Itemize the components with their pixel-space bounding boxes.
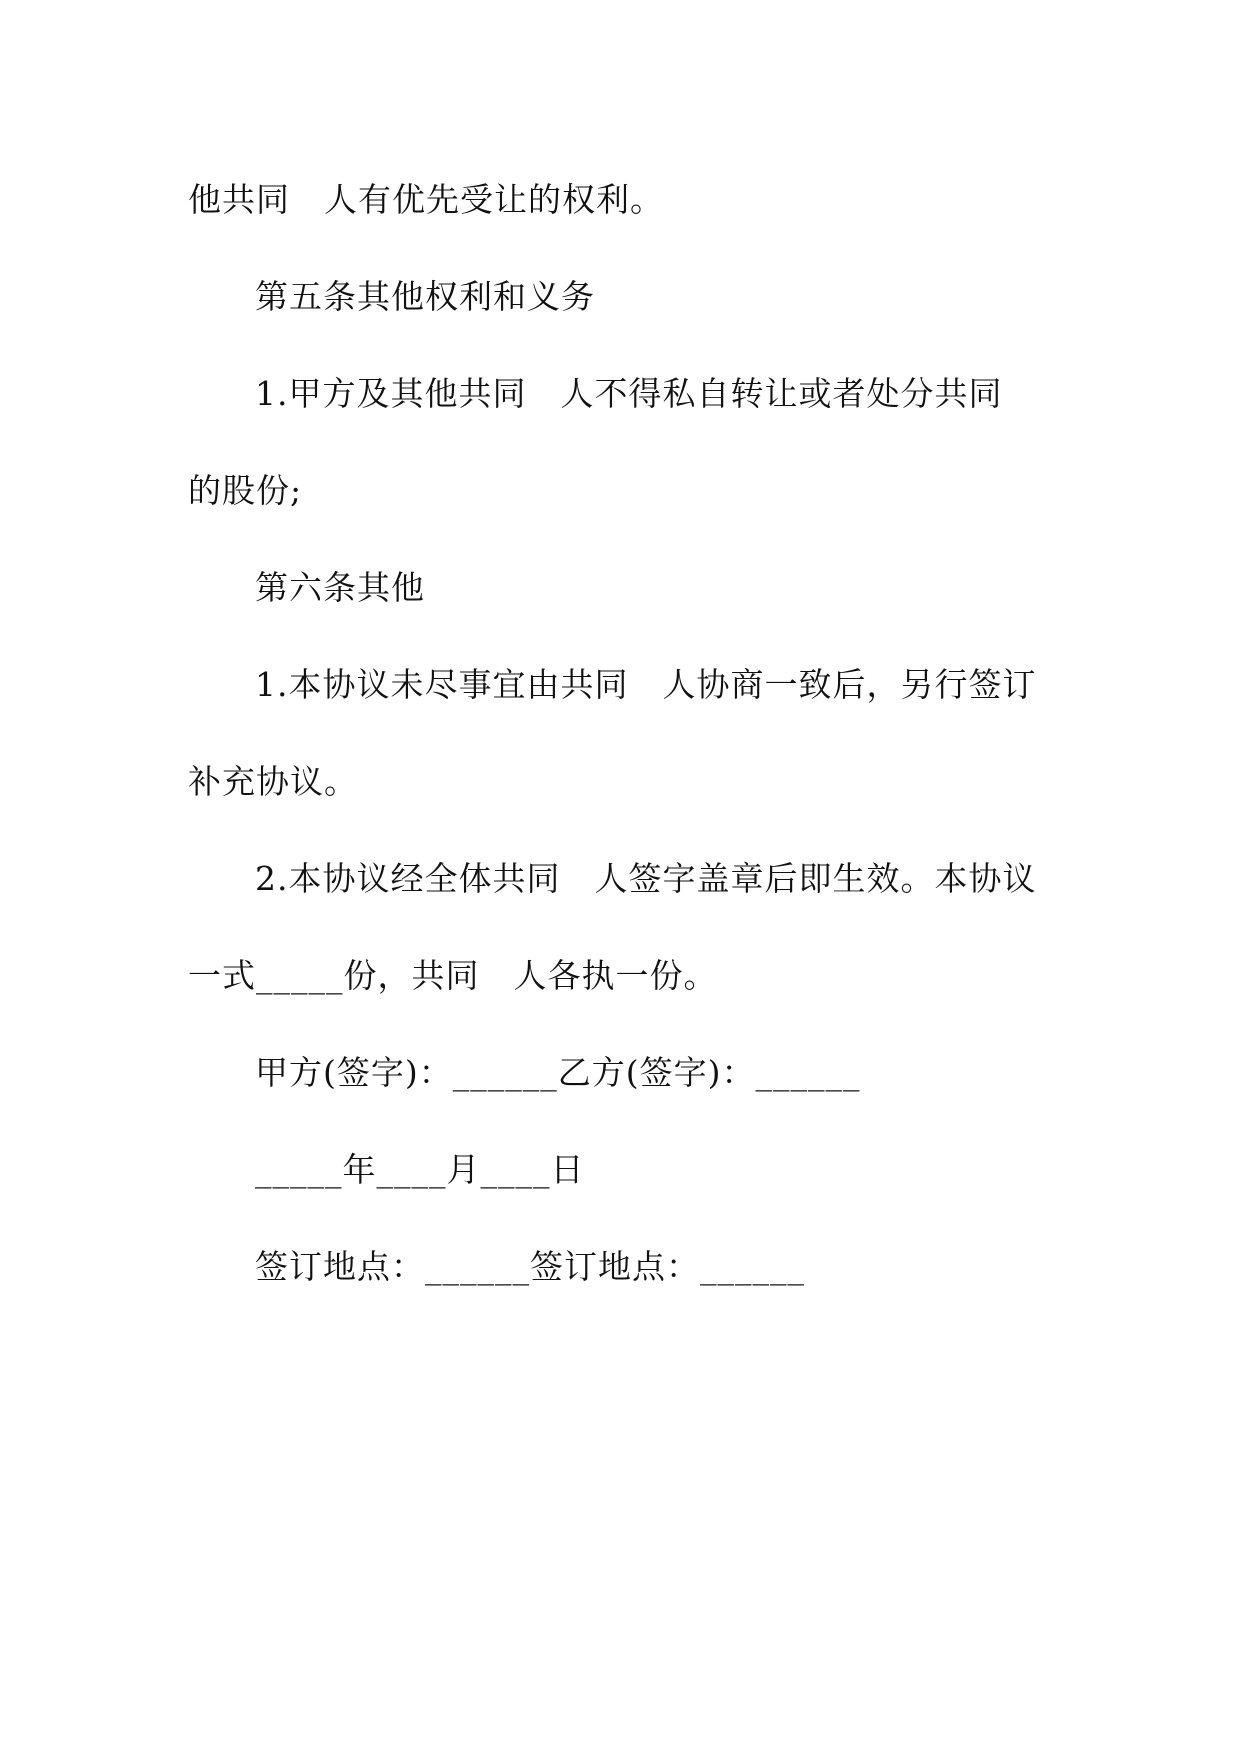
text-line-continuation: 他共同 人有优先受让的权利。 — [188, 180, 664, 219]
article-6-clause-1-continued: 补充协议。 — [188, 762, 358, 801]
article-5-clause-1-continued: 的股份; — [188, 471, 303, 510]
article-6-heading: 第六条其他 — [255, 568, 425, 607]
article-6-clause-2-continued: 一式_____份，共同 人各执一份。 — [188, 956, 718, 995]
date-line: _____年____月____日 — [255, 1150, 585, 1189]
signature-line: 甲方(签字)：______乙方(签字)：______ — [255, 1053, 861, 1092]
article-5-clause-1: 1.甲方及其他共同 人不得私自转让或者处分共同 — [255, 374, 1003, 413]
article-5-heading: 第五条其他权利和义务 — [255, 277, 595, 316]
signing-place-line: 签订地点：______签订地点：______ — [255, 1247, 805, 1286]
article-6-clause-2: 2.本协议经全体共同 人签字盖章后即生效。本协议 — [255, 859, 1037, 898]
article-6-clause-1: 1.本协议未尽事宜由共同 人协商一致后，另行签订 — [255, 665, 1037, 704]
